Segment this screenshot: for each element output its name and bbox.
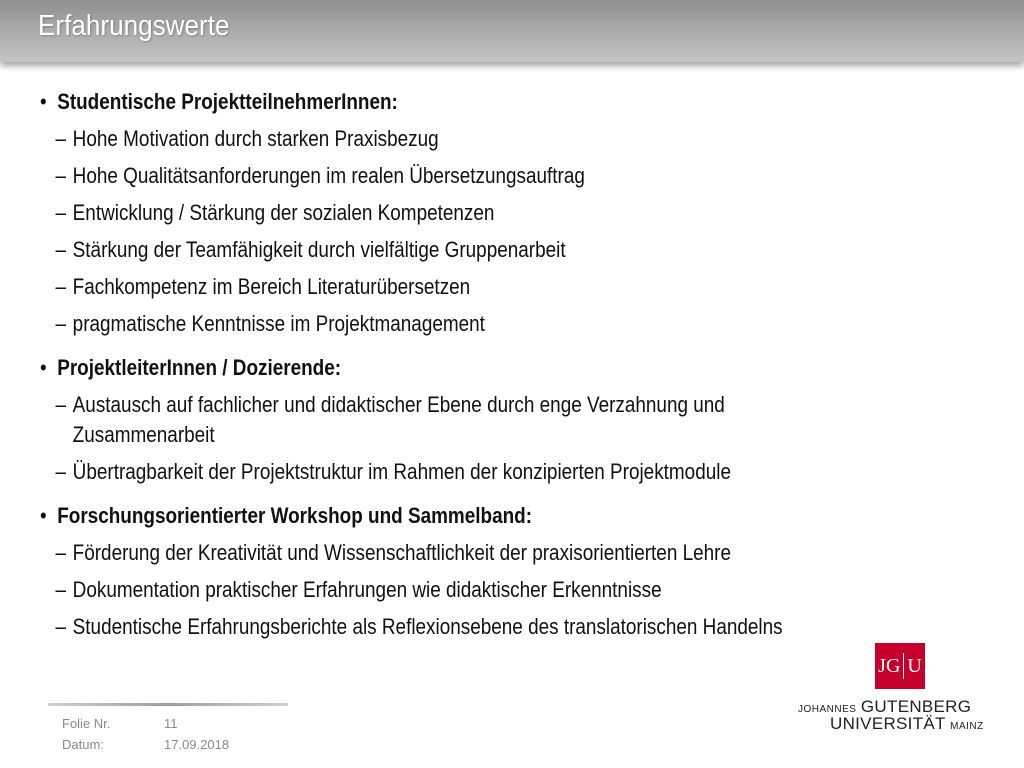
dash-icon: – <box>55 577 67 602</box>
list-item: – Hohe Motivation durch starken Praxisbezug <box>40 120 814 157</box>
section-lecturers <box>40 349 940 490</box>
jgu-logo-icon: JG U <box>875 643 925 689</box>
slide-content <box>40 83 940 652</box>
dash-icon: – <box>55 614 67 639</box>
list-item: – Stärkung der Teamfähigkeit durch vielfältige Gruppenarbeit <box>40 231 814 268</box>
list-item: – Hohe Qualitätsanforderungen im realen Übersetzungsauftrag <box>40 157 814 194</box>
university-name-line2: UNIVERSITÄT MAINZ <box>830 714 984 733</box>
university-name-line1: JOHANNES GUTENBERG <box>798 697 972 716</box>
logo-separator <box>903 653 904 679</box>
list-item: – Dokumentation praktischer Erfahrungen wie didaktischer Erkenntnisse <box>40 571 814 608</box>
section-students <box>40 83 940 342</box>
section-heading: • Studentische ProjektteilnehmerInnen: <box>40 83 814 120</box>
list-item: – Entwicklung / Stärkung der sozialen Kompetenzen <box>40 194 814 231</box>
slide-title: Erfahrungswerte <box>38 10 230 42</box>
dash-icon: – <box>55 274 67 299</box>
dash-icon: – <box>55 459 67 484</box>
list-item: – Fachkompetenz im Bereich Literaturübersetzen <box>40 268 814 305</box>
dash-icon: – <box>55 311 67 336</box>
section-heading: • ProjektleiterInnen / Dozierende: <box>40 349 814 386</box>
list-item: – Austausch auf fachlicher und didaktischer Ebene durch enge Verzahnung und Zusammenarbeit <box>55 392 725 447</box>
list-item: – Studentische Erfahrungsberichte als Reflexionsebene des translatorischen Handelns <box>40 608 814 645</box>
list-item: – pragmatische Kenntnisse im Projektmanagement <box>40 305 814 342</box>
footer-slide-number: Folie Nr. 11 <box>62 716 178 731</box>
footer-divider <box>48 703 288 706</box>
dash-icon: – <box>55 126 67 151</box>
dash-icon: – <box>55 392 67 417</box>
bullet-icon: • <box>40 89 47 114</box>
section-workshop <box>40 497 940 645</box>
list-item: – Förderung der Kreativität und Wissenschaftlichkeit der praxisorientierten Lehre <box>40 534 814 571</box>
footer-date: Datum: 17.09.2018 <box>62 737 230 752</box>
section-heading: • Forschungsorientierter Workshop und Sammelband: <box>40 497 814 534</box>
dash-icon: – <box>55 163 67 188</box>
list-item: – Übertragbarkeit der Projektstruktur im Rahmen der konzipierten Projektmodule <box>40 453 814 490</box>
dash-icon: – <box>55 200 67 225</box>
bullet-icon: • <box>40 503 47 528</box>
dash-icon: – <box>55 540 67 565</box>
dash-icon: – <box>55 237 67 262</box>
title-bar <box>0 0 1024 62</box>
bullet-icon: • <box>40 355 47 380</box>
